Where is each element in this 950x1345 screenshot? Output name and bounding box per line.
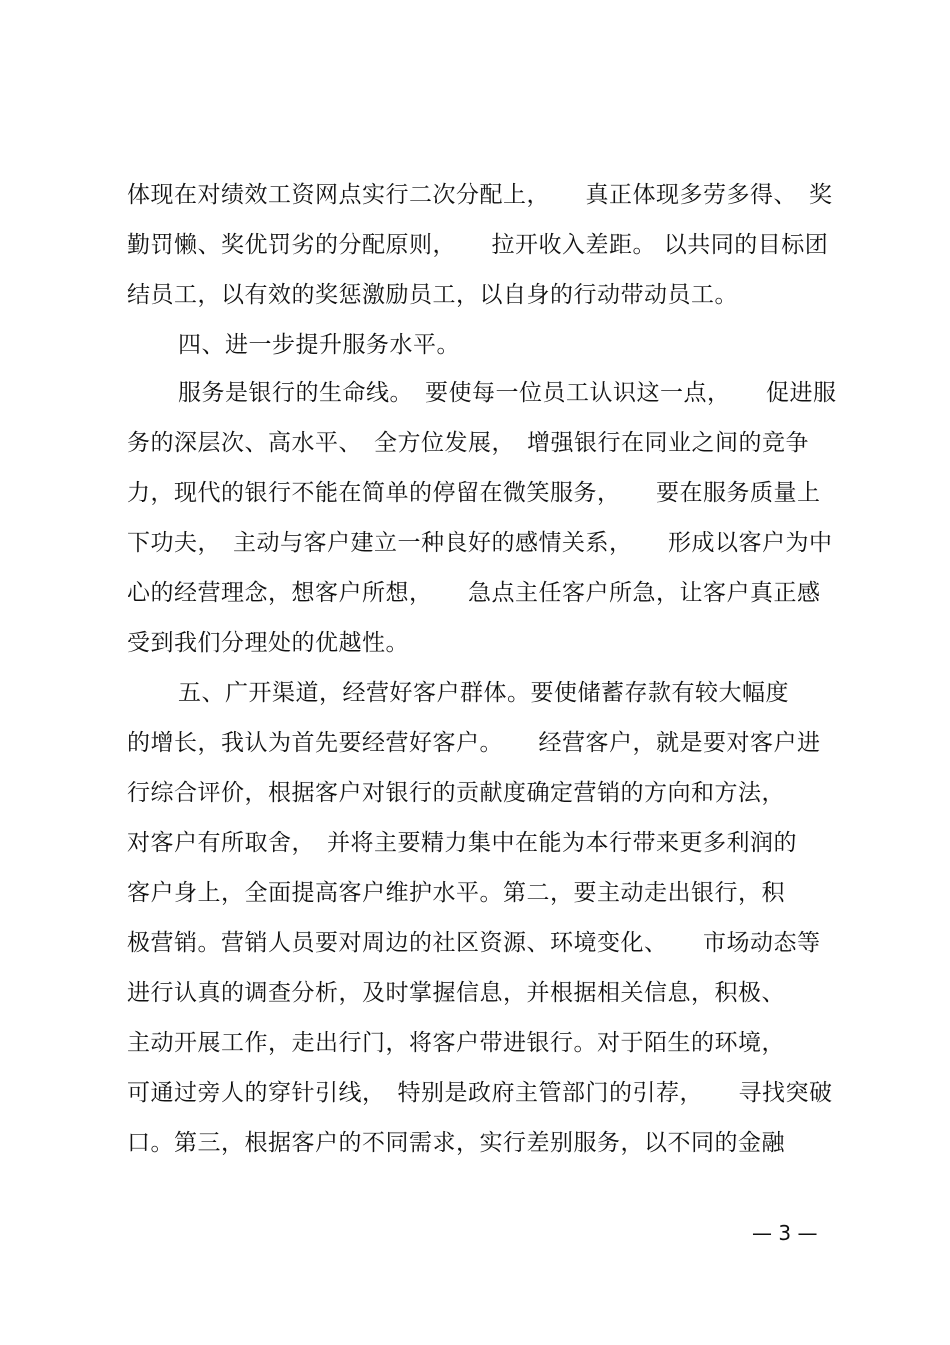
text-line: 力，现代的银行不能在简单的停留在微笑服务， 要在服务质量上 [127, 480, 821, 506]
text-line: 受到我们分理处的优越性。 [127, 630, 409, 656]
section-heading: 四、进一步提升服务水平。 [178, 332, 460, 358]
text-line: 主动开展工作，走出行门，将客户带进银行。对于陌生的环境， [127, 1030, 785, 1056]
section-heading: 五、广开渠道，经营好客户群体。要使储蓄存款有较大幅度 [178, 680, 789, 706]
text-line: 对客户有所取舍， 并将主要精力集中在能为本行带来更多利润的 [127, 830, 797, 856]
text-line: 服务是银行的生命线。 要使每一位员工认识这一点， 促进服 [178, 380, 837, 406]
text-line: 行综合评价，根据客户对银行的贡献度确定营销的方向和方法， [127, 780, 785, 806]
text-line: 务的深层次、高水平、 全方位发展， 增强银行在同业之间的竞争 [127, 430, 809, 456]
text-line: 极营销。营销人员要对周边的社区资源、环境变化、 市场动态等 [127, 930, 821, 956]
text-line: 结员工，以有效的奖惩激励员工，以自身的行动带动员工。 [127, 282, 738, 308]
text-line: 勤罚懒、奖优罚劣的分配原则， 拉开收入差距。 以共同的目标团 [127, 232, 829, 258]
text-line: 可通过旁人的穿针引线， 特别是政府主管部门的引荐， 寻找突破 [127, 1080, 833, 1106]
text-line: 体现在对绩效工资网点实行二次分配上， 真正体现多劳多得、 奖 [127, 182, 833, 208]
text-line: 的增长，我认为首先要经营好客户。 经营客户，就是要对客户进 [127, 730, 821, 756]
text-line: 口。第三，根据客户的不同需求，实行差别服务，以不同的金融 [127, 1130, 785, 1156]
text-line: 下功夫， 主动与客户建立一种良好的感情关系， 形成以客户为中 [127, 530, 833, 556]
text-line: 心的经营理念，想客户所想， 急点主任客户所急，让客户真正感 [127, 580, 821, 606]
page-number: — 3 — [752, 1221, 818, 1245]
text-line: 进行认真的调查分析，及时掌握信息，并根据相关信息，积极、 [127, 980, 785, 1006]
text-line: 客户身上，全面提高客户维护水平。第二，要主动走出银行，积 [127, 880, 785, 906]
